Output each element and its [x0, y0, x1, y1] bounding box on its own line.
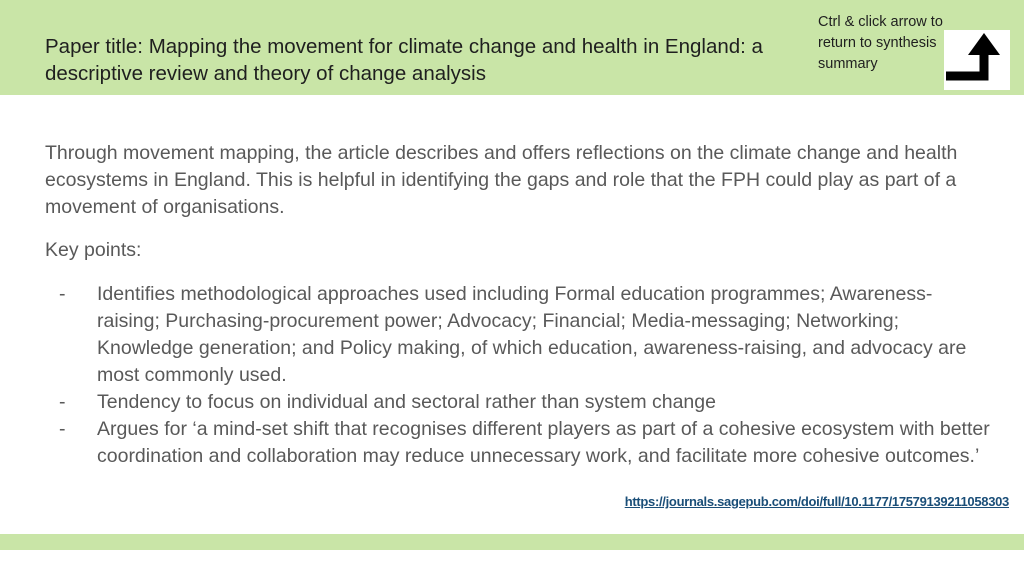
summary-paragraph: Through movement mapping, the article describes and offers reflections on the climate change and health ecosystems in England. This is helpful in identifying the gaps and role that the FPH could play as part of a movement of organisations.: [45, 142, 958, 218]
paper-title: Paper title: Mapping the movement for climate change and health in England: a descriptive review and theory of change analysis: [45, 35, 763, 85]
list-item: [45, 389, 995, 416]
footer-band: [0, 534, 1024, 550]
return-arrow-icon: [944, 30, 1010, 90]
bullet-marker: -: [59, 283, 66, 305]
return-to-summary-button[interactable]: [944, 30, 1010, 90]
navigation-hint: Ctrl & click arrow to return to synthesis summary: [818, 14, 943, 72]
list-item: [45, 281, 995, 389]
key-points-list: [45, 281, 995, 470]
key-point-text: Identifies methodological approaches used including Formal education programmes; Awareness-raising; Purchasing-procurement power; Advocacy; Financial; Media-messaging; Networking; Knowledge generation; and Policy making, of which education, awareness-raising, and advocacy are most commonly used.: [97, 283, 967, 386]
key-point-text: Argues for ‘a mind-set shift that recognises different players as part of a cohesive ecosystem with better coordination and collaboration may reduce unnecessary work, and facilitate more cohesive outcomes.’: [97, 418, 990, 467]
list-item: [45, 416, 995, 470]
key-points-heading: Key points:: [45, 239, 142, 261]
key-point-text: Tendency to focus on individual and sectoral rather than system change: [97, 391, 716, 413]
bullet-marker: -: [59, 418, 66, 440]
source-link[interactable]: https://journals.sagepub.com/doi/full/10.1177/17579139211058303: [624, 494, 1009, 509]
bullet-marker: -: [59, 391, 66, 413]
